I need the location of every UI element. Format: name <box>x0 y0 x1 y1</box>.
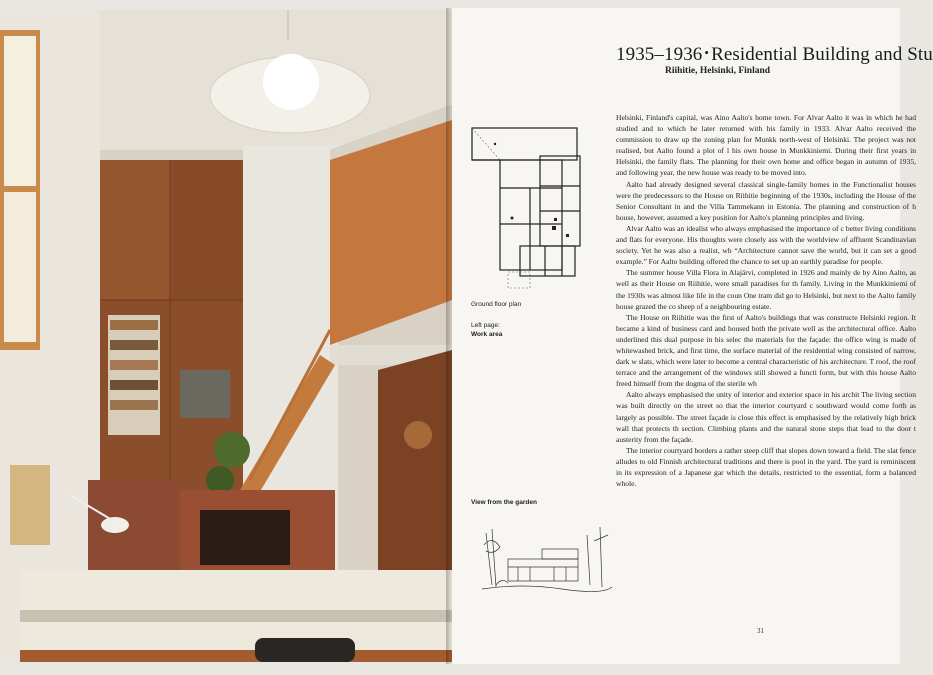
paragraph-4: The summer house Villa Flora in Alajärvi, completed in 1926 and mainly de by Aino Aalto, as well as their House on Riihitie, were small paradises for th family. Living in the Munkkiniemi of the 1930s was almost like life in the coun One tram did go to Helsinki, but next to the Aalto family house grazed the co sheep of a neighbouring estate. <box>616 268 916 311</box>
page-title <box>616 44 933 66</box>
work-area-photo <box>0 10 452 662</box>
title-bullet: • <box>704 45 710 60</box>
title-name: Residential Building and Stu <box>711 44 933 65</box>
title-years: 1935–1936 <box>616 44 703 65</box>
right-page <box>452 8 933 664</box>
paragraph-1: Helsinki, Finland's capital, was Aino Aalto's home town. For Alvar Aalto it was in which he had studied and to which he later returned with his family in 1933. Alvar Aalto received the commission to draw up the zoning plan for Munkk north-west of Helsinki. The project was not realised, but Aalto found a plot of l his own house in Munkkiniemi. During their first years in Helsinki, the family flats. The planning for their own home and office began in autumn of 1935, and following year, the new house was ready to be moved into. <box>616 113 916 178</box>
garden-view-sketch <box>482 525 612 600</box>
caption-left-page-label: Left page: <box>471 322 500 329</box>
paragraph-5: The House on Riihitie was the first of Aalto's buildings that was constructe Helsinki region. It became a kind of business card and housed both the private well as the architectural office. Aalto underlined this dual purpose in his selec the materials for the façade: the office wing is made of whitewashed brick, and first time, the surface material of the residential wing consisted of narrow, dark w slats, which were later to become a central characteristic of his architecture. T roof, the roof terrace and the arrangement of the windows still showed a functi form, but with this house Aalto freed himself from the dogma of the sterile wh <box>616 312 916 389</box>
paragraph-2: Aalto had already designed several classical single-family homes in the Functionalist houses were the predecessors to the House on Riihitie beginning of the 1930s, including the House of the Senior Consultant in and the Villa Tammekann in Estonia. The planning and construction of h house, however, assumed a key position for Aalto's planning principles and living. <box>616 179 916 222</box>
page-number: 31 <box>757 627 764 635</box>
paragraph-7: The interior courtyard borders a rather steep cliff that slopes down toward a field. The slat fence alludes to old Finnish architectural traditions and there is pool in the yard. The yard is reminiscent in its expression of a Japanese gar which the details, restricted to the essential, form a balanced whole. <box>616 445 916 489</box>
caption-ground-floor-plan: Ground floor plan <box>471 301 522 308</box>
caption-view-from-garden: View from the garden <box>471 499 537 506</box>
caption-work-area: Work area <box>471 331 503 338</box>
interior-photo-illustration <box>0 10 452 662</box>
paragraph-6: Aalto always emphasised the unity of interior and exterior space in his archit The living section was built directly on the street so that the interior courtyard c southward would come forth as largely as possible. The street façade is close this effect is emphasised by the relatively high brick wall that protects th section. Climbing plants and the natural stone steps that lead to the door t austerity from the façade. <box>616 390 916 444</box>
ground-floor-plan-drawing <box>470 126 590 296</box>
page-subtitle: Riihitie, Helsinki, Finland <box>665 66 771 76</box>
paragraph-3: Alvar Aalto was an idealist who always emphasised the importance of c better living conditions and flats for everyone. His thoughts were closely ass with the worldview of affluent Scandinavian society. Yet he was also a realist, wh “Architecture cannot save the world, but it can set a good example.” For Aalto building offered the chance to set up an earthly paradise for people. <box>616 223 916 267</box>
article-body <box>616 112 916 489</box>
